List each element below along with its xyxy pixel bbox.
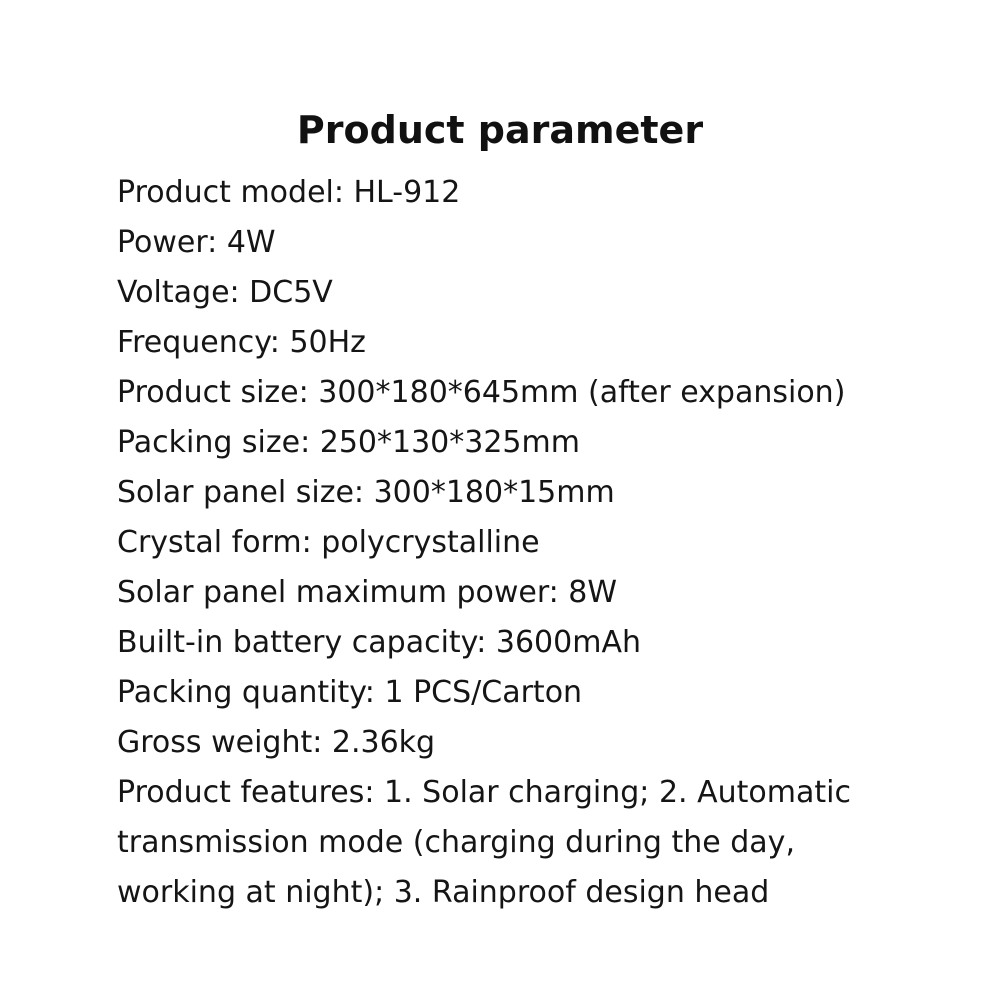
param-solar-panel-max-power: Solar panel maximum power: 8W xyxy=(117,575,618,610)
param-packing-quantity: Packing quantity: 1 PCS/Carton xyxy=(117,675,583,710)
param-product-size: Product size: 300*180*645mm (after expansion) xyxy=(117,375,846,410)
param-frequency: Frequency: 50Hz xyxy=(117,325,366,360)
param-product-model: Product model: HL-912 xyxy=(117,175,461,210)
param-crystal-form: Crystal form: polycrystalline xyxy=(117,525,540,560)
param-packing-size: Packing size: 250*130*325mm xyxy=(117,425,580,460)
param-solar-panel-size: Solar panel size: 300*180*15mm xyxy=(117,475,615,510)
param-battery-capacity: Built-in battery capacity: 3600mAh xyxy=(117,625,641,660)
param-product-features xyxy=(117,768,937,918)
features-line: working at night); 3. Rainproof design head xyxy=(117,875,770,910)
param-power: Power: 4W xyxy=(117,225,276,260)
page-title: Product parameter xyxy=(296,108,704,152)
parameter-list xyxy=(117,168,937,918)
features-line: Product features: 1. Solar charging; 2. Automatic xyxy=(117,775,851,810)
param-voltage: Voltage: DC5V xyxy=(117,275,333,310)
features-line: transmission mode (charging during the day, xyxy=(117,825,795,860)
param-gross-weight: Gross weight: 2.36kg xyxy=(117,725,436,760)
